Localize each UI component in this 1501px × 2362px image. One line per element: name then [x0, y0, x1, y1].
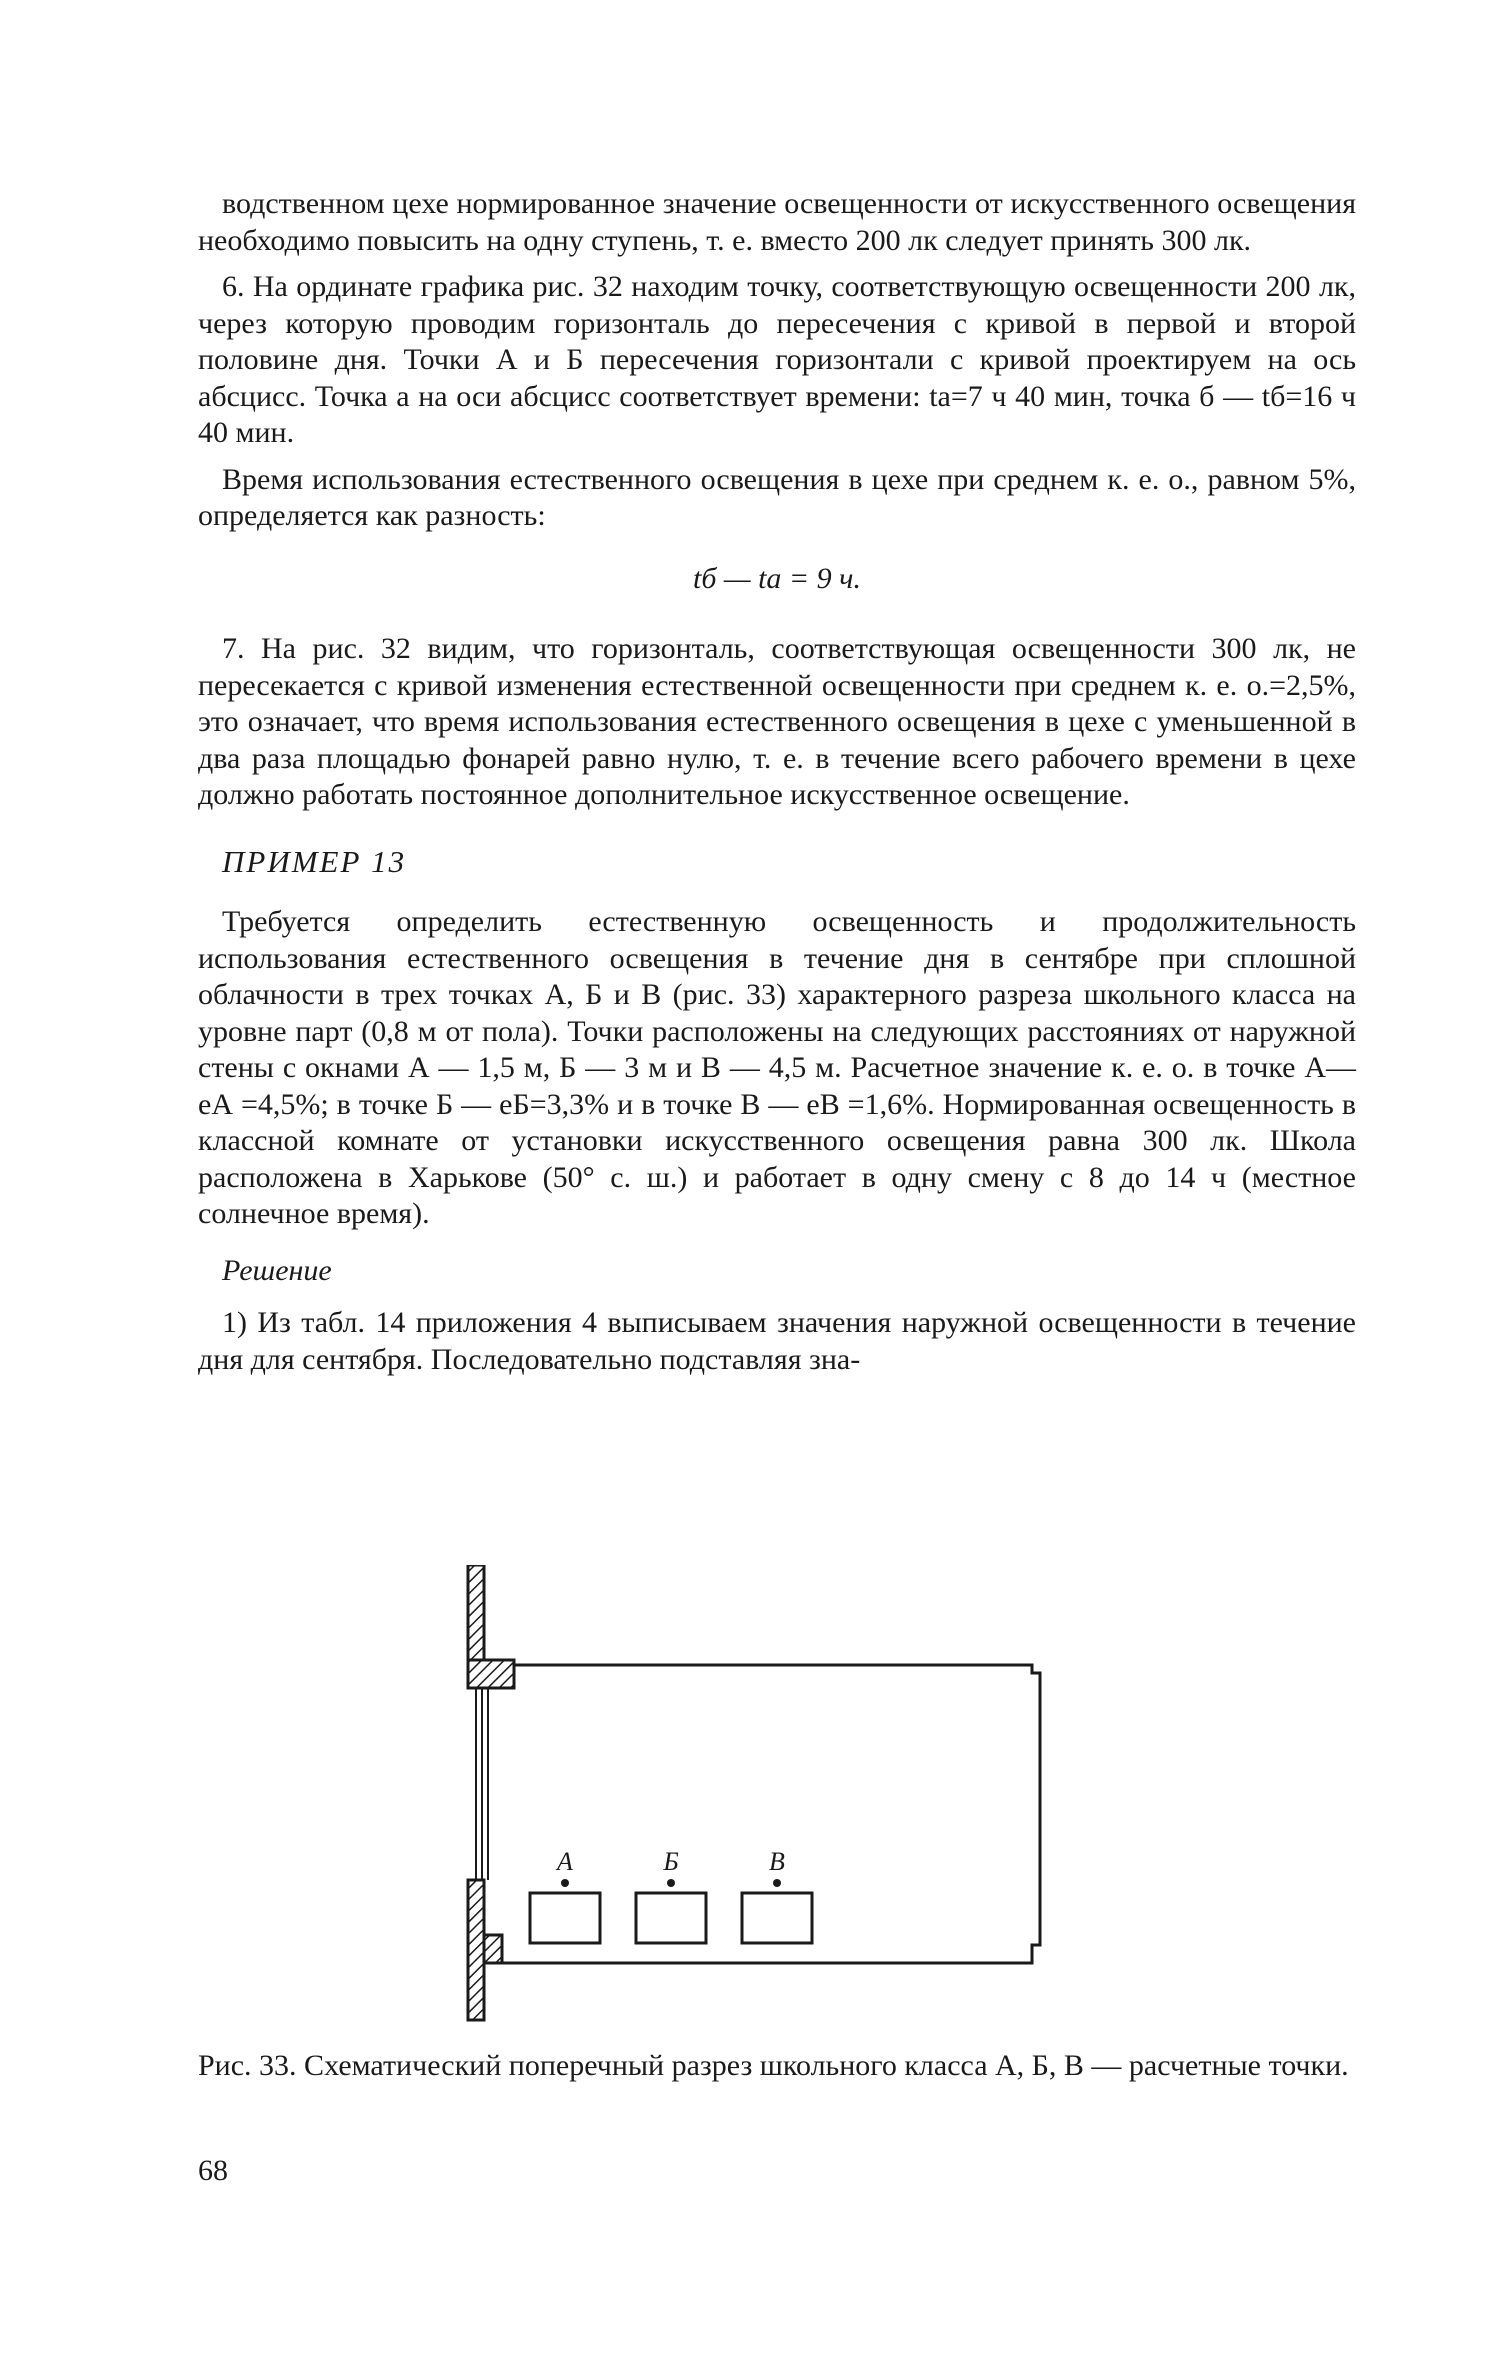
paragraph-continuation: водственном цехе нормированное значение освещенности от искусственного освещения необходимо повысить на одну ступень, т. е. вместо 200 лк следует принять 300 лк. — [198, 187, 1356, 257]
paragraph-task: Требуется определить естественную освещенность и продолжительность использования естественного освещения в течение дня в сентябре при сплошной облачности в трех точках А, Б и В (рис. 33) характерного разреза школьного класса на уровне парт (0,8 м от пола). Точки расположены на следующих расстояниях от наружной стены с окнами А — 1,5 м, Б — 3 м и В — 4,5 м. Расчетное значение к. е. о. в точке А—еА =4,5%; в точке Б — еБ=3,3% и в точке В — еВ =1,6%. Нормированная освещенность в классной комнате от установки искусственного освещения равна 300 лк. Школа расположена в Харькове (50° с. ш.) и работает в одну смену с 8 до 14 ч (местное солнечное время). — [198, 905, 1356, 1230]
wall-lower — [468, 1880, 484, 2020]
page-number: 68 — [198, 2154, 228, 2187]
paragraph-step-6: 6. На ординате графика рис. 32 находим точку, соответствующую освещенности 200 лк, через которую проводим горизонталь до пересечения с кривой в первой и второй половине дня. Точки А и Б пересечения горизонтали с кривой проектируем на ось абсцисс. Точка а на оси абсцисс соответствует времени: tа=7 ч 40 мин, точка б — tб=16 ч 40 мин. — [198, 270, 1356, 449]
classroom-section-figure — [440, 1565, 1080, 2025]
example-heading: ПРИМЕР 13 — [222, 843, 407, 879]
text-block — [198, 186, 1356, 1378]
room-outline — [484, 1665, 1040, 1963]
paragraph-step-7: 7. На рис. 32 видим, что горизонталь, соответствующая освещенности 300 лк, не пересекается с кривой изменения естественной освещенности при среднем к. е. о.=2,5%, это означает, что время использования естественного освещения в цехе с уменьшенной в два раза площадью фонарей равно нулю, т. е. в течение всего рабочего времени в цехе должно работать постоянное дополнительное искусственное освещение. — [198, 632, 1356, 811]
desk-a — [530, 1893, 600, 1943]
point-b-label: Б — [663, 1847, 679, 1876]
formula: tб — tа = 9 ч. — [693, 561, 861, 595]
lintel — [468, 1660, 514, 1688]
solution-heading: Решение — [222, 1253, 332, 1287]
figure-caption: Рис. 33. Схематический поперечный разрез школьного класса А, Б, В — расчетные точки. — [198, 2049, 1349, 2082]
point-a-label: А — [557, 1847, 573, 1876]
wall-upper — [468, 1565, 484, 1660]
point-b-marker — [667, 1879, 675, 1887]
desk-b — [636, 1893, 706, 1943]
paragraph-time-usage: Время использования естественного освещения в цехе при среднем к. е. о., равном 5%, определяется как разность: — [198, 462, 1356, 532]
classroom-section-diagram — [440, 1565, 1080, 2025]
paragraph-solution: 1) Из табл. 14 приложения 4 выписываем значения наружной освещенности в течение дня для сентября. Последовательно подставляя зна- — [198, 1306, 1356, 1376]
window-sill — [484, 1935, 502, 1963]
point-v-marker — [773, 1879, 781, 1887]
desk-v — [742, 1893, 812, 1943]
point-v-label: В — [769, 1847, 785, 1876]
point-a-marker — [561, 1879, 569, 1887]
